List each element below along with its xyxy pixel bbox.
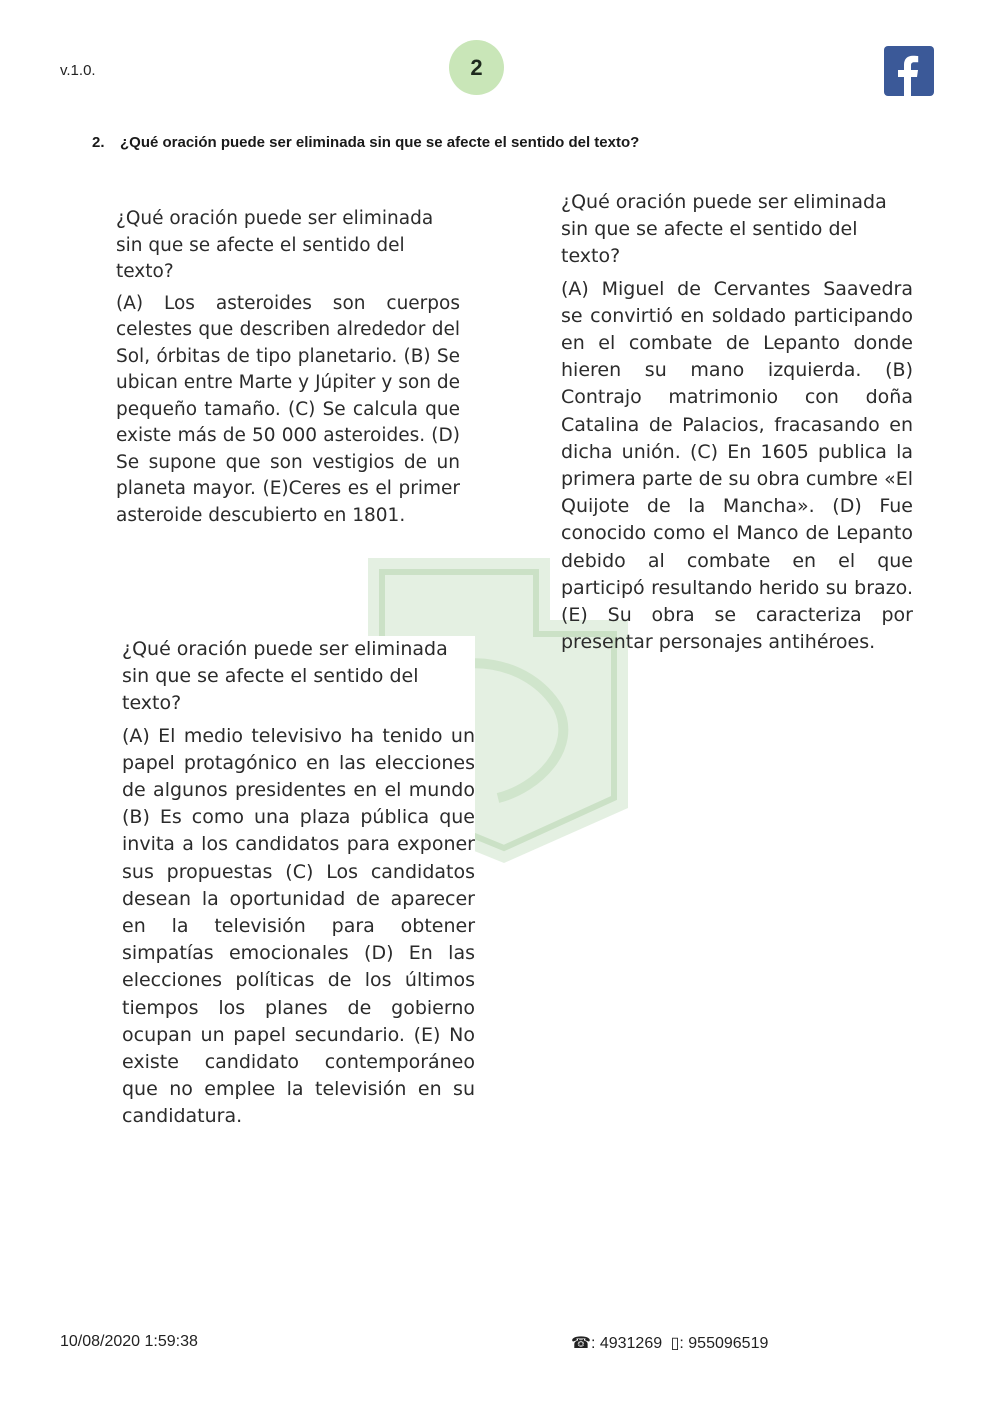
text-block-television xyxy=(122,636,475,1137)
telephone-icon: ☎ xyxy=(571,1335,591,1352)
mobile-number: : 955096519 xyxy=(679,1335,769,1352)
block-body: (A) Los asteroides son cuerpos celestes que describen alrededor del Sol, órbitas de tipo planetario. (B) Se ubican entre Marte y Júpiter y son de pequeño tamaño. (C) Se calcula que existe más de 50 000 asteroides. (D) Se supone que son vestigios de un planeta mayor. (E)Ceres es el primer asteroide descubierto en 1801. xyxy=(116,292,460,526)
question-heading xyxy=(92,134,639,151)
phone-number: : 4931269 xyxy=(590,1335,663,1352)
question-text: ¿Qué oración puede ser eliminada sin que se afecte el sentido del texto? xyxy=(120,134,640,151)
block-body: (A) El medio televisivo ha tenido un papel protagónico en las elecciones de algunos presidentes en el mundo (B) Es como una plaza pública que invita a los candidatos para exponer sus propuestas (C) Los candidatos desean la oportunidad de aparecer en la televisión para obtener simpatías emocionales (D) En las elecciones políticas de los últimos tiempos los planes de gobierno ocupan un papel secundario. (E) No existe candidato contemporáneo que no emplee la televisión en su candidatura. xyxy=(122,724,475,1128)
mobile-phone-icon: ▯ xyxy=(670,1335,680,1352)
text-block-cervantes xyxy=(561,189,913,656)
block-body: (A) Miguel de Cervantes Saavedra se convirtió en soldado participando en el combate de Lepanto donde hieren su mano izquierda. (B) Contrajo matrimonio con doña Catalina de Palacios, fracasando en dicha unión. (C) En 1605 publica la primera parte de su obra cumbre «El Quijote de la Mancha». (D) Fue conocido como el Manco de Lepanto debido al combate en el que participó resultando herido su brazo. (E) Su obra se caracteriza por presentar personajes antihéroes. xyxy=(561,277,913,654)
block-prompt: ¿Qué oración puede ser eliminada sin que se afecte el sentido del texto? xyxy=(116,208,434,282)
block-prompt: ¿Qué oración puede ser eliminada sin que se afecte el sentido del texto? xyxy=(561,191,887,268)
block-prompt: ¿Qué oración puede ser eliminada sin que se afecte el sentido del texto? xyxy=(122,638,448,715)
footer-datetime: 10/08/2020 1:59:38 xyxy=(60,1333,198,1350)
page-number-badge: 2 xyxy=(449,40,504,95)
facebook-icon[interactable] xyxy=(884,46,934,96)
question-number: 2. xyxy=(92,134,105,151)
version-label: v.1.0. xyxy=(60,62,96,79)
footer-contact xyxy=(571,1333,768,1353)
text-block-asteroids xyxy=(116,206,460,529)
